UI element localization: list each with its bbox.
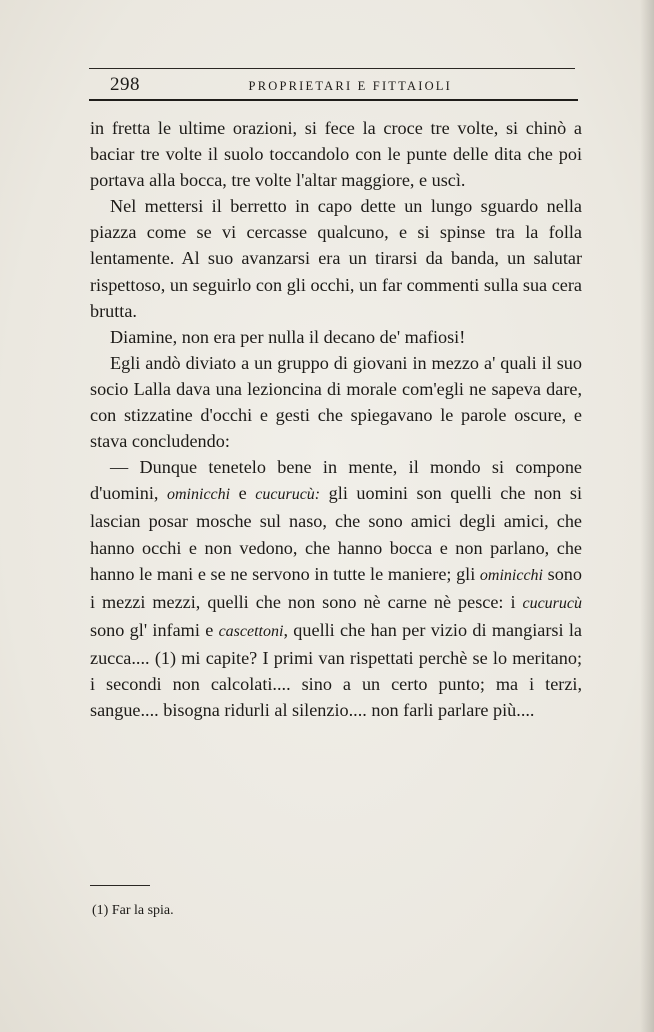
text-run: — Dunque tenetelo bene in mente, il mondo si compone d'uomini, (90, 457, 582, 504)
header-rule (89, 99, 578, 101)
body-text (90, 115, 582, 723)
italic-term: ominicchi (167, 486, 231, 504)
footnote-marker: (1) (92, 903, 109, 918)
paragraph (90, 115, 582, 193)
paragraph (90, 324, 582, 350)
text-run: sono i mezzi mezzi, quelli che non sono nè carne nè pesce: i (90, 563, 582, 612)
italic-term: cucurucù (522, 594, 582, 612)
paragraph (90, 454, 582, 723)
top-border-rule (89, 68, 575, 69)
text-run: Nel mettersi il berretto in capo dette un lungo sguardo nella piazza come se vi cercasse qualcuno, e si spinse tra la folla lentamente. Al suo avanzarsi era un tirarsi da banda, un salutar rispettoso, un seguirlo con gli occhi, un far commenti sulla sua cera brutta. (90, 196, 582, 321)
text-run: in fretta le ultime orazioni, si fece la croce tre volte, si chinò a baciar tre volte il suolo toccandolo con le punte delle dita che poi portava alla bocca, tre volte l'altar maggiore, e uscì. (90, 118, 582, 191)
page-header (110, 74, 578, 100)
footnote-text: Far la spia. (108, 903, 174, 918)
text-run: e (230, 483, 256, 504)
footnote-rule (90, 885, 150, 886)
paragraph (90, 193, 582, 323)
running-title: PROPRIETARI E FITTAIOLI (248, 79, 452, 93)
page-edge-shadow (640, 0, 654, 1032)
text-run: Egli andò diviato a un gruppo di giovani in mezzo a' quali il suo socio Lalla dava una lezioncina di morale com'egli ne sapeva dare, con stizzatine d'occhi e gesti che spiegavano le parole oscure, e stava concludendo: (90, 352, 582, 452)
italic-term: cascettoni (218, 622, 284, 640)
text-run: , quelli che han per vizio di mangiarsi la zucca.... (1) mi capite? I primi van rispettati perchè se lo meritano; i secondi non calcolati.... sino a un certo punto; ma i terzi, sangue.... bisogna ridurli al silenzio.... non farli parlare più.... (90, 619, 582, 721)
text-run: Diamine, non era per nulla il decano de' mafiosi! (110, 326, 466, 347)
text-run: gli uomini son quelli che non si lascian posar mosche sul naso, che sono amici degli amici, che hanno occhi e non vedono, che hanno bocca e non parlano, che hanno le mani e se ne servono in tutte le maniere; gli (90, 483, 583, 584)
page-number: 298 (110, 74, 140, 95)
italic-term: cucurucù: (255, 486, 321, 504)
footnote (92, 903, 174, 919)
text-run: sono gl' infami e (90, 619, 219, 640)
italic-term: ominicchi (479, 566, 543, 584)
paragraph (90, 350, 582, 454)
